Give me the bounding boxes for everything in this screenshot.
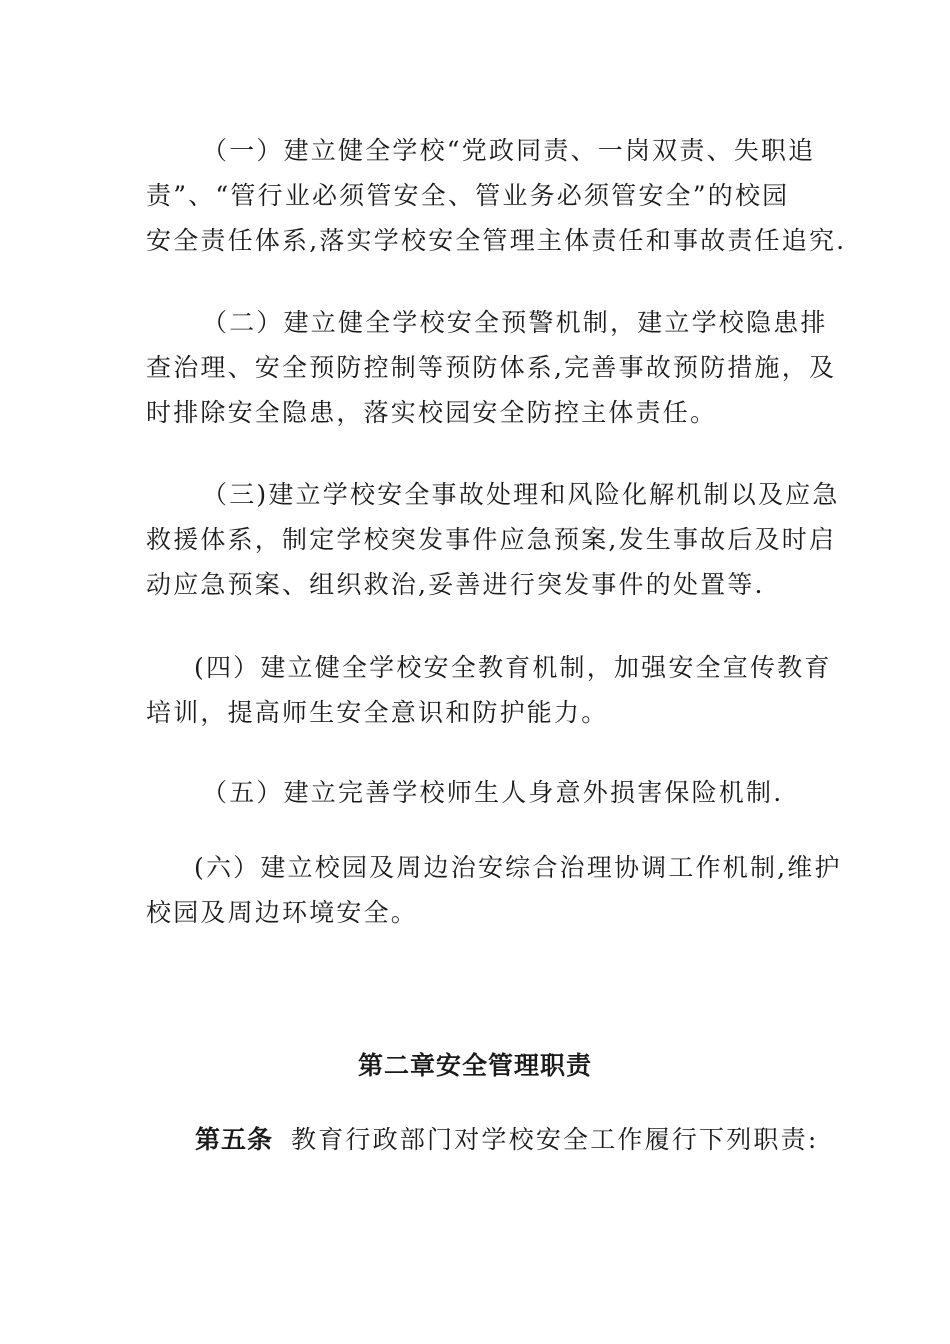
article-paragraph [195, 1117, 819, 1162]
article-label: 第五条 [195, 1125, 274, 1154]
paragraph-line: 查治理、安全预防控制等预防体系,完善事故预防措施，及 [146, 353, 837, 382]
paragraph-line: 培训，提高师生安全意识和防护能力。 [146, 698, 609, 727]
paragraph-line: （一）建立健全学校“党政同责、一岗双责、失职追 [202, 136, 816, 165]
paragraph-item-3 [146, 472, 840, 607]
paragraph-line: (六）建立校园及周边治安综合治理协调工作机制,维护 [194, 853, 842, 882]
paragraph-line: 安全责任体系,落实学校安全管理主体责任和事故责任追究. [146, 226, 847, 255]
paragraph-item-1 [146, 128, 847, 263]
paragraph-line: 校园及周边环境安全。 [146, 898, 419, 927]
paragraph-line: 动应急预案、组织救治,妥善进行突发事件的处置等. [146, 570, 765, 599]
paragraph-item-4 [146, 645, 832, 735]
paragraph-line: （五）建立完善学校师生人身意外损害保险机制. [202, 778, 784, 807]
paragraph-line: 责”、“管行业必须管安全、管业务必须管安全”的校园 [146, 181, 790, 210]
article-text: 教育行政部门对学校安全工作履行下列职责: [291, 1125, 819, 1154]
paragraph-line: (四）建立健全学校安全教育机制，加强安全宣传教育 [194, 653, 832, 682]
paragraph-item-5 [146, 770, 806, 815]
paragraph-line: 救援体系，制定学校突发事件应急预案,发生事故后及时启 [146, 525, 837, 554]
paragraph-line: （二）建立健全学校安全预警机制，建立学校隐患排 [202, 308, 828, 337]
chapter-heading: 第二章安全管理职责 [357, 1051, 592, 1080]
paragraph-line: 时排除安全隐患，落实校园安全防控主体责任。 [146, 398, 718, 427]
paragraph-item-2 [146, 300, 837, 435]
paragraph-item-6 [146, 845, 842, 935]
paragraph-line: （三)建立学校安全事故处理和风险化解机制以及应急 [202, 480, 840, 509]
